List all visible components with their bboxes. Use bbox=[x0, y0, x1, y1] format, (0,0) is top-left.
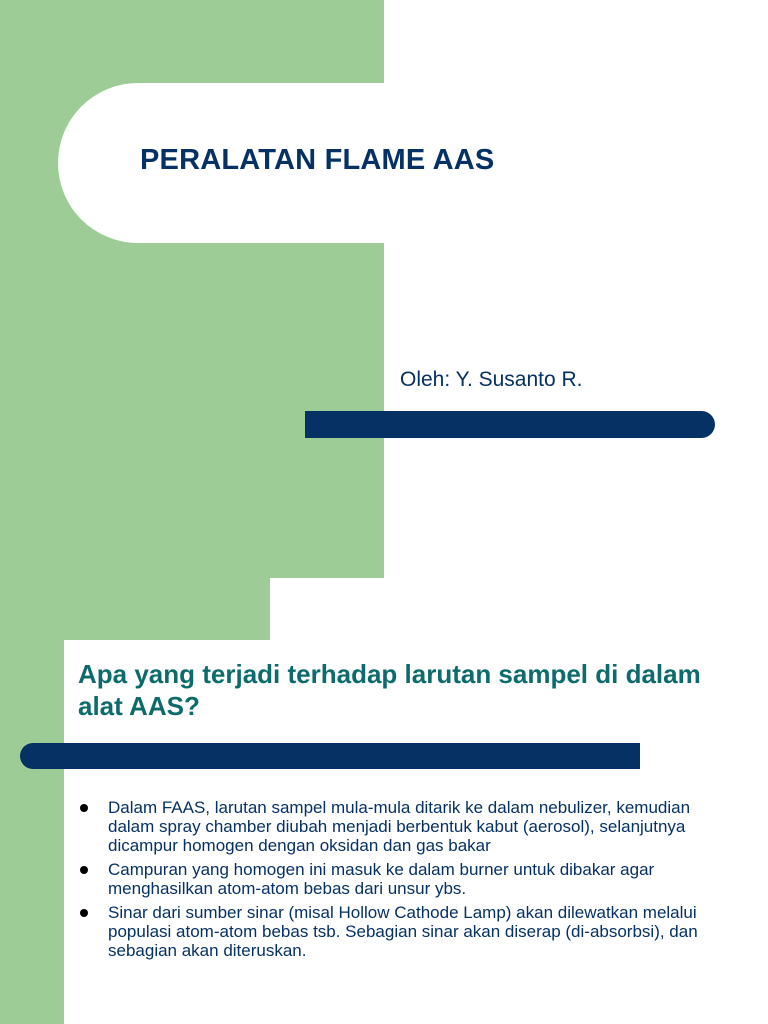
slide-title: PERALATAN FLAME AAS bbox=[140, 144, 495, 176]
list-item bbox=[78, 798, 698, 855]
bullet-dot-icon bbox=[80, 909, 88, 917]
list-item-text: Campuran yang homogen ini masuk ke dalam burner untuk dibakar agar menghasilkan atom-atom bebas dari unsur ybs. bbox=[108, 860, 655, 898]
bullet-dot-icon bbox=[80, 804, 88, 812]
bullet-list bbox=[78, 798, 698, 965]
list-item-text: Dalam FAAS, larutan sampel mula-mula ditarik ke dalam nebulizer, kemudian dalam spray chamber diubah menjadi berbentuk kabut (aerosol), selanjutnya dicampur homogen dengan oksidan dan gas bakar bbox=[108, 798, 691, 855]
list-item-text: Sinar dari sumber sinar (misal Hollow Cathode Lamp) akan dilewatkan melalui populasi atom-atom bebas tsb. Sebagian sinar akan diserap (di-absorbsi), dan sebagian akan diteruskan. bbox=[108, 903, 698, 960]
bullet-dot-icon bbox=[80, 866, 88, 874]
list-item bbox=[78, 903, 698, 960]
navy-accent-bar bbox=[305, 411, 715, 438]
content-slide bbox=[0, 578, 768, 1024]
list-item bbox=[78, 860, 698, 898]
navy-divider-bar bbox=[20, 743, 640, 769]
slide-heading: Apa yang terjadi terhadap larutan sampel di dalam alat AAS? bbox=[78, 659, 701, 721]
green-top-block bbox=[0, 578, 270, 640]
author-line: Oleh: Y. Susanto R. bbox=[400, 368, 583, 391]
green-left-strip bbox=[0, 578, 64, 1024]
